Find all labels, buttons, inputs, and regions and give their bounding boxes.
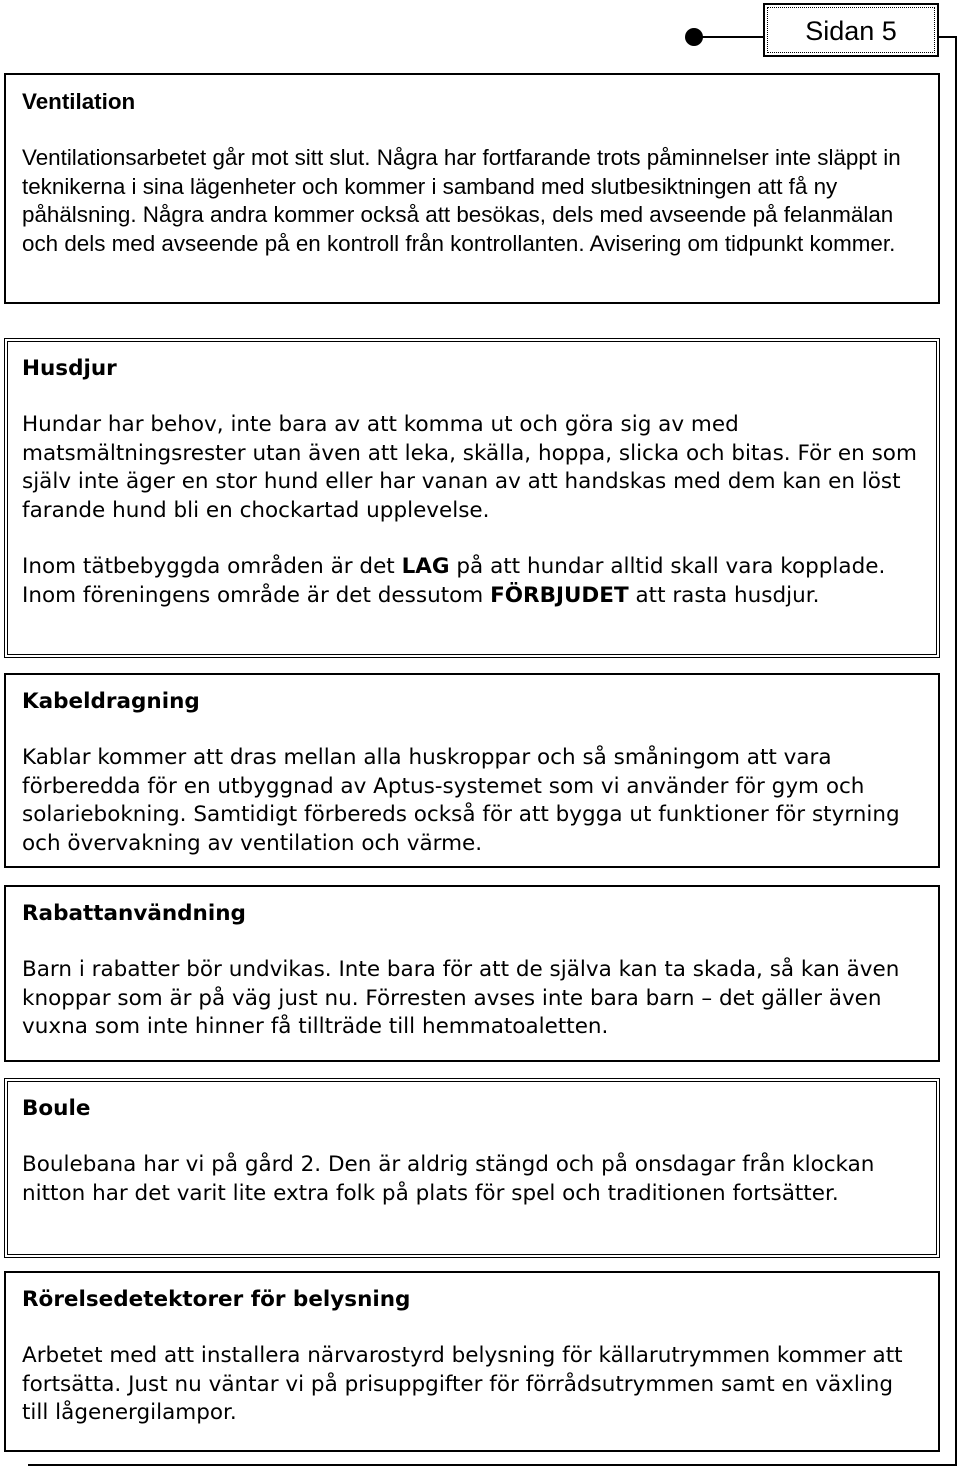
- article-title: Rörelsedetektorer för belysning: [22, 1287, 411, 1312]
- emphasis-lag: LAG: [401, 554, 450, 580]
- article-husdjur: [4, 338, 940, 658]
- article-title: Husdjur: [22, 356, 117, 381]
- article-kabeldragning: [4, 673, 940, 868]
- page-bottom-rule: [28, 1464, 957, 1466]
- article-title: Kabeldragning: [22, 689, 200, 714]
- article-title: Rabattanvändning: [22, 901, 246, 926]
- header-connector-line: [694, 36, 765, 38]
- article-body: Barn i rabatter bör undvikas. Inte bara för att de själva kan ta skada, så kan även knoppar som är på väg just nu. Förresten avses inte bara barn – det gäller även vuxna som inte hinner få tillträde till hemmatoaletten.: [22, 957, 900, 1040]
- article-body: Hundar har behov, inte bara av att komma ut och göra sig av med matsmältningsrester utan även att leka, skälla, hoppa, slicka och bitas. För en som själv inte äger en stor hund eller har vanan av att handskas med dem kan en löst farande hund bli en chockartad upplevelse.: [22, 412, 917, 523]
- text-run: att rasta husdjur.: [628, 582, 820, 608]
- article-body: Ventilationsarbetet går mot sitt slut. Några har fortfarande trots påminnelser inte släppt in teknikerna i sina lägenheter och kommer i samband med slutbesiktningen att få ny påhälsning. Några andra kommer också att besökas, dels med avseende på felanmälan och dels med avseende på en kontroll från kontrollanten. Avisering om tidpunkt kommer.: [22, 145, 901, 256]
- article-body: Kablar kommer att dras mellan alla huskroppar och så småningom att vara förberedda för en utbyggnad av Aptus-systemet som vi använder för gym och solariebokning. Samtidigt förbereds också för att bygga ut funktioner för styrning och övervakning av ventilation och värme.: [22, 745, 900, 856]
- article-body-rules: [22, 553, 922, 610]
- article-title: Boule: [22, 1096, 91, 1121]
- article-body: Arbetet med att installera närvarostyrd belysning för källarutrymmen kommer att fortsätta. Just nu väntar vi på prisuppgifter för förrådsutrymmen samt en växling till lågenergilampor.: [22, 1343, 903, 1426]
- article-ventilation: [4, 73, 940, 304]
- article-body: Boulebana har vi på gård 2. Den är aldrig stängd och på onsdagar från klockan nitton har det varit lite extra folk på plats för spel och traditionen fortsätter.: [22, 1152, 875, 1206]
- emphasis-forbjudet: FÖRBJUDET: [490, 582, 629, 608]
- text-run: Inom tätbebyggda områden är det: [22, 554, 402, 580]
- article-boule: [4, 1078, 940, 1258]
- page-number-box: [763, 3, 939, 57]
- page-number: Sidan 5: [805, 16, 897, 46]
- article-title: Ventilation: [22, 89, 136, 114]
- article-rabattanvandning: [4, 885, 940, 1062]
- page-frame-rail: [939, 36, 957, 1466]
- article-rorelsedetektorer: [4, 1271, 940, 1452]
- text-run: på att hundar alltid skall vara kopplade. Inom föreningens område är det dessutom: [22, 554, 886, 608]
